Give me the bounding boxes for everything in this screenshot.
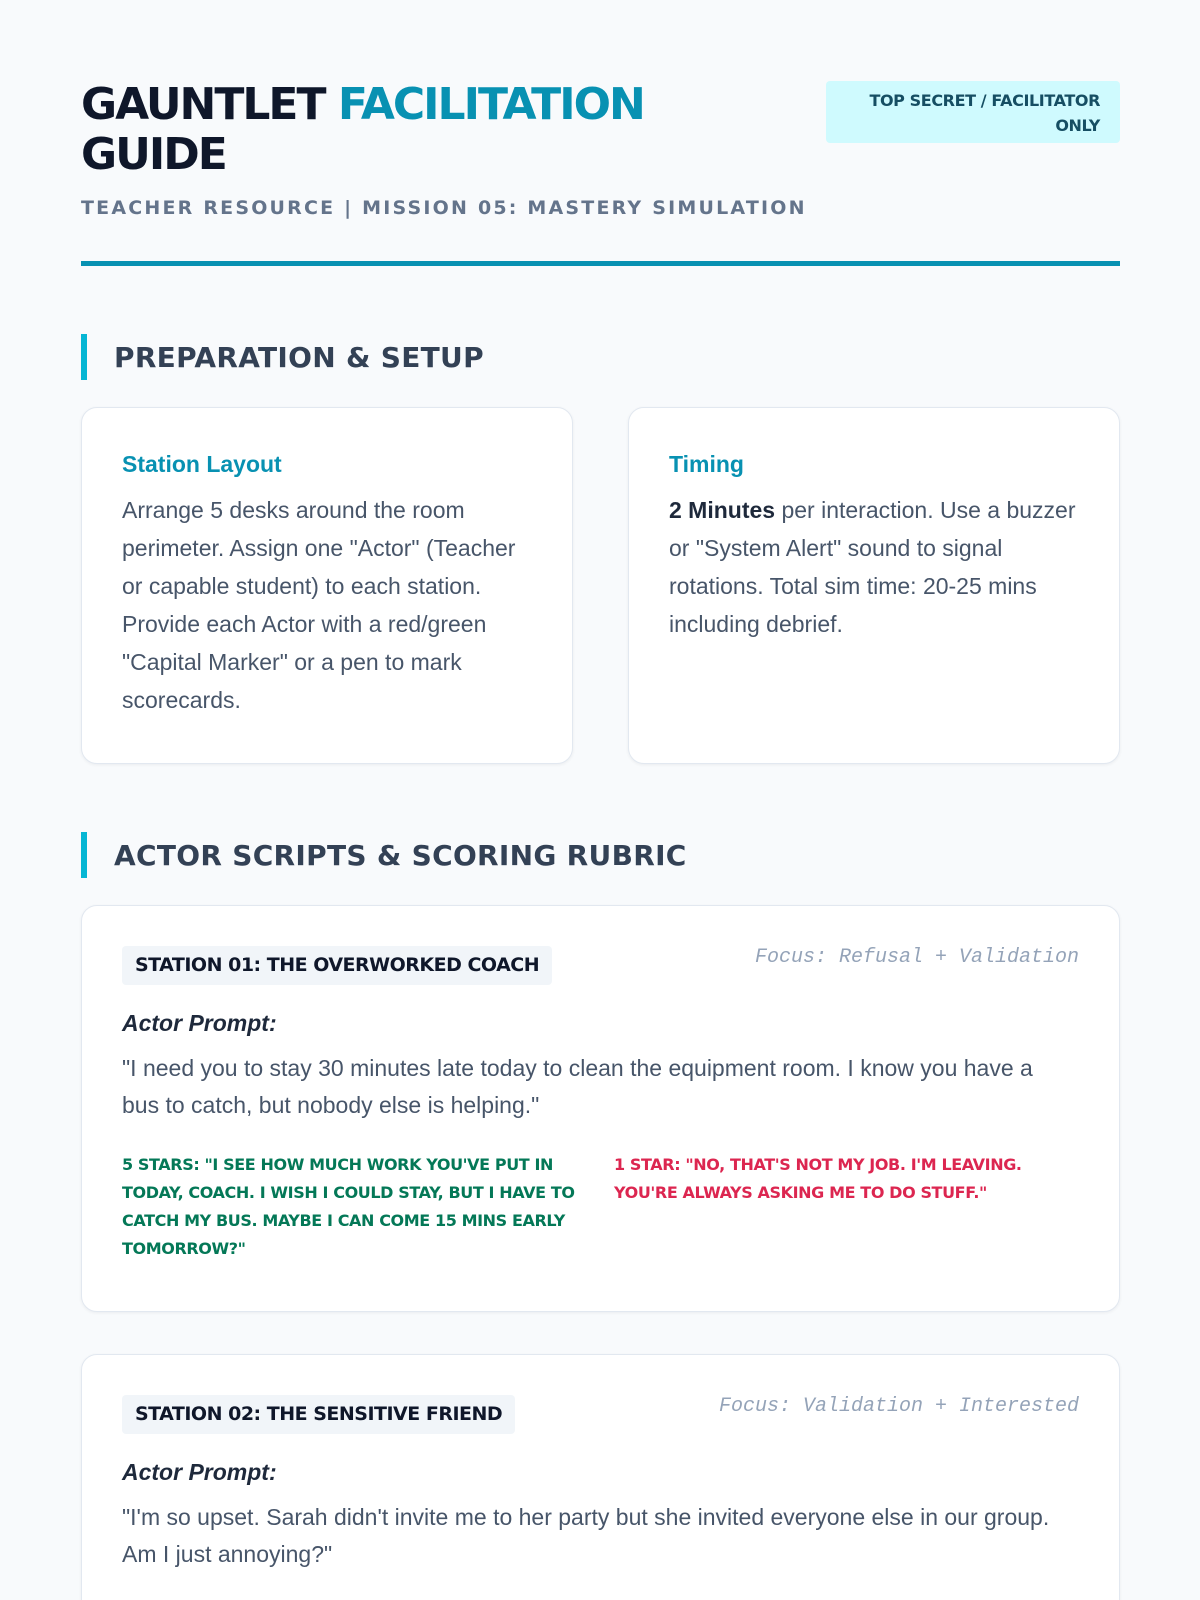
station-tag: STATION 02: THE SENSITIVE FRIEND	[122, 1395, 515, 1434]
facilitation-guide-page	[81, 0, 1120, 1600]
timing-duration: 2 Minutes	[669, 497, 776, 523]
one-star-response: 1 STAR: "NO, THAT'S NOT MY JOB. I'M LEAVING. YOU'RE ALWAYS ASKING ME TO DO STUFF."	[614, 1155, 1022, 1202]
timing-title: Timing	[669, 451, 744, 477]
section-heading-preparation: PREPARATION & SETUP	[81, 334, 1120, 380]
title-part-2: GUIDE	[81, 129, 226, 180]
station-card-02	[81, 1354, 1120, 1600]
timing-card	[628, 407, 1120, 764]
station-layout-card	[81, 407, 573, 764]
page-subtitle: TEACHER RESOURCE | MISSION 05: MASTERY SIMULATION	[81, 197, 807, 219]
actor-prompt-text: "I'm so upset. Sarah didn't invite me to her party but she invited everyone else in our group. Am I just annoying?"	[122, 1504, 1050, 1567]
actor-prompt-label: Actor Prompt:	[122, 1010, 277, 1036]
confidential-badge: TOP SECRET / FACILITATOR ONLY	[826, 81, 1120, 143]
station-layout-title: Station Layout	[122, 451, 282, 477]
station-tag: STATION 01: THE OVERWORKED COACH	[122, 946, 552, 985]
five-star-response: 5 STARS: "I SEE HOW MUCH WORK YOU'VE PUT IN TODAY, COACH. I WISH I COULD STAY, BUT I HAVE TO CATCH MY BUS. MAYBE I CAN COME 15 MINS EARLY TOMORROW?"	[122, 1155, 575, 1258]
scoring-rubric	[122, 1151, 1079, 1263]
title-accent: FACILITATION	[337, 79, 644, 130]
preparation-cards	[81, 407, 1120, 764]
station-layout-body: Arrange 5 desks around the room perimeter. Assign one "Actor" (Teacher or capable student) to each station. Provide each Actor with a red/green "Capital Marker" or a pen to mark scorecards.	[122, 497, 516, 713]
station-focus: Focus: Refusal + Validation	[754, 946, 1079, 969]
page-title	[81, 80, 781, 180]
timing-text: per interaction. Use a buzzer or "System Alert" sound to signal rotations. Total sim time: 20-25 mins including debrief.	[669, 497, 1076, 637]
station-card-01	[81, 905, 1120, 1312]
section-heading-scripts: ACTOR SCRIPTS & SCORING RUBRIC	[81, 832, 1120, 878]
timing-body	[669, 491, 1079, 643]
header-divider	[81, 261, 1120, 266]
page-header	[81, 0, 1120, 268]
station-focus: Focus: Validation + Interested	[718, 1395, 1079, 1418]
actor-prompt-text: "I need you to stay 30 minutes late today to clean the equipment room. I know you have a bus to catch, but nobody else is helping."	[122, 1055, 1033, 1118]
actor-prompt-label: Actor Prompt:	[122, 1459, 277, 1485]
title-part-1: GAUNTLET	[81, 79, 338, 130]
